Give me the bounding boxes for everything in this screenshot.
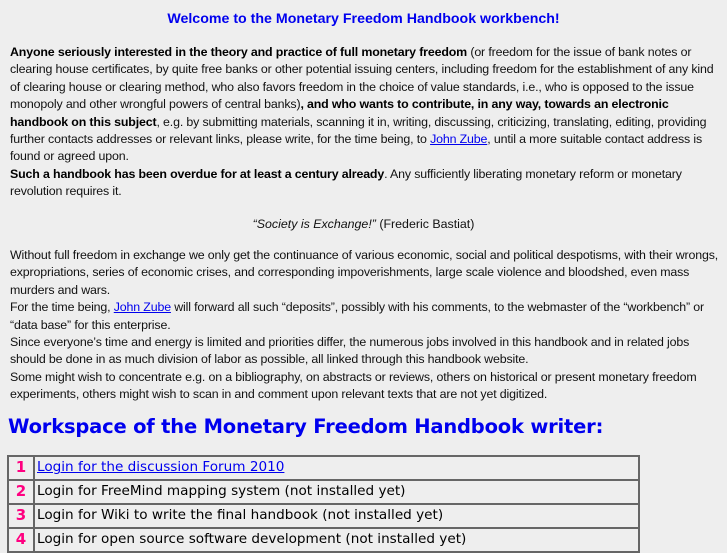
row-number: 3 <box>8 504 34 528</box>
body-text-3: Since everyone’s time and energy is limited and priorities differ, the numerous jobs involved in this handbook and in related jobs should be done in as much division of labor as possible, all linked through this handbook website. <box>10 335 690 367</box>
freemind-login-label: Login for FreeMind mapping system (not installed yet) <box>34 480 639 504</box>
table-row <box>8 504 639 528</box>
john-zube-link-1[interactable]: John Zube <box>430 132 488 147</box>
table-row <box>8 456 639 480</box>
intro-text-2: , e.g. by submitting materials, scanning it in, writing, discussing, criticizing, translating, editing, providing further contacts addresses or relevant links, please write, for the time being, to <box>10 114 707 147</box>
body-text-4: Some might wish to concentrate e.g. on a bibliography, on abstracts or reviews, others on historical or present monetary freedom experiments, others might wish to scan in and comment upon relevant texts that are not yet digitized. <box>10 369 697 402</box>
quote-text: “Society is Exchange!” <box>252 217 376 231</box>
intro-text-1: (or freedom for the issue of bank notes or clearing house certificates, by quite free banks or other potential issuing centers, including freedom for the establishment of any kind of clearing house or clearing method, who also favors freedom in the choice of value standards, i.e., who is opposed to the issue monopoly and other wrongful powers of central banks) <box>10 45 714 112</box>
intro-paragraph <box>10 44 722 201</box>
body-text-2a: For the time being, <box>10 300 114 315</box>
body-text-2b: will forward all such “deposits”, possibly with his comments, to the webmaster of the “workbench” or “data base” for this enterprise. <box>10 300 704 332</box>
intro-bold-3: Such a handbook has been overdue for at least a century already <box>10 166 385 181</box>
oss-login-label: Login for open source software development (not installed yet) <box>34 528 639 552</box>
bastiat-quote <box>0 216 727 233</box>
table-row <box>8 528 639 552</box>
row-number: 4 <box>8 528 34 552</box>
workspace-heading: Workspace of the Monetary Freedom Handbook writer: <box>8 415 604 438</box>
quote-author: (Frederic Bastiat) <box>375 217 475 231</box>
intro-text-3: , until a more suitable contact address is found or agreed upon. <box>10 132 703 164</box>
table-row <box>8 480 639 504</box>
row-number: 2 <box>8 480 34 504</box>
row-label-cell <box>34 456 639 480</box>
wiki-login-label: Login for Wiki to write the final handbook (not installed yet) <box>34 504 639 528</box>
body-paragraph <box>10 247 722 404</box>
intro-text-4: . Any sufficiently liberating monetary reform or monetary revolution requires it. <box>10 166 682 199</box>
intro-bold-2: , and who wants to contribute, in any way, towards an electronic handbook on this subject <box>10 97 669 129</box>
john-zube-link-2[interactable]: John Zube <box>113 300 171 315</box>
row-number: 1 <box>8 456 34 480</box>
forum-login-link[interactable]: Login for the discussion Forum 2010 <box>37 459 285 476</box>
intro-bold-1: Anyone seriously interested in the theory and practice of full monetary freedom <box>10 45 468 59</box>
workspace-table <box>7 455 640 553</box>
page-title: Welcome to the Monetary Freedom Handbook workbench! <box>167 11 560 27</box>
body-text-1: Without full freedom in exchange we only get the continuance of various economic, social and political despotisms, with their wrongs, expropriations, series of economic crises, and corresponding impoverishments, large scale violence and bloodshed, even mass murders and wars. <box>10 248 719 297</box>
